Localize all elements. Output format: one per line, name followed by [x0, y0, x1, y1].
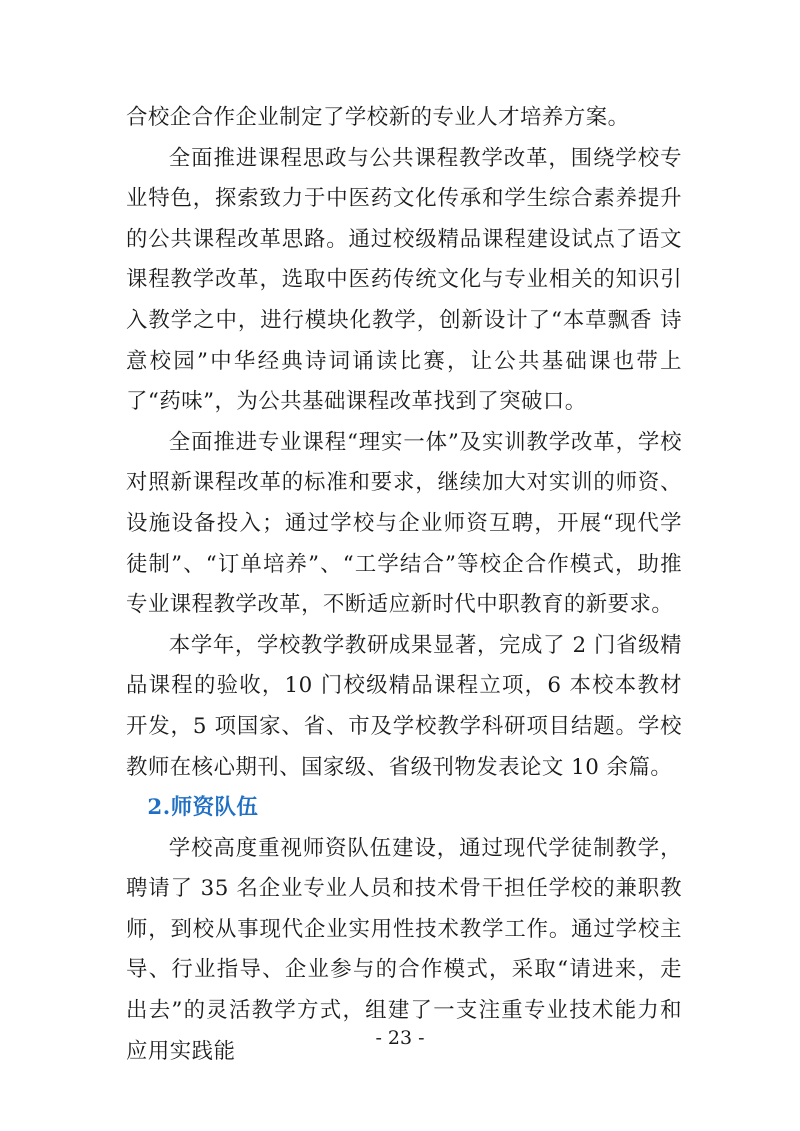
- page-number: - 23 -: [375, 1027, 425, 1049]
- paragraph-continuation: 合校企合作企业制定了学校新的专业人才培养方案。: [126, 105, 630, 130]
- section-heading: 2.师资队伍: [147, 795, 259, 821]
- paragraph-research-results: 本学年，学校教学教研成果显著，完成了 2 门省级精品课程的验收，10 门校级精品课程立项，6 本校本教材开发，5 项国家、省、市及学校教学科研项目结题。学校教师在核心期刊、国家级、省级刊物发表论文 10 余篇。: [126, 632, 682, 780]
- paragraph-practical-training: 全面推进专业课程“理实一体”及实训教学改革，学校对照新课程改革的标准和要求，继续加大对实训的师资、设施设备投入；通过学校与企业师资互聘，开展“现代学徒制”、“订单培养”、“工学结合”等校企合作模式，助推专业课程教学改革，不断适应新时代中职教育的新要求。: [126, 429, 682, 618]
- document-body: [126, 98, 682, 1072]
- paragraph-teaching-staff: 学校高度重视师资队伍建设，通过现代学徒制教学，聘请了 35 名企业专业人员和技术骨干担任学校的兼职教师，到校从事现代企业实用性技术教学工作。通过学校主导、行业指导、企业参与的合作模式，采取“请进来，走出去”的灵活教学方式，组建了一支注重专业技术能力和应用实践能: [126, 835, 682, 1064]
- paragraph-curriculum-reform: 全面推进课程思政与公共课程教学改革，围绕学校专业特色，探索致力于中医药文化传承和学生综合素养提升的公共课程改革思路。通过校级精品课程建设试点了语文课程教学改革，选取中医药传统文化与专业相关的知识引入教学之中，进行模块化教学，创新设计了“本草飘香 诗意校园”中华经典诗词诵读比赛，让公共基础课也带上了“药味”，为公共基础课程改革找到了突破口。: [126, 145, 682, 415]
